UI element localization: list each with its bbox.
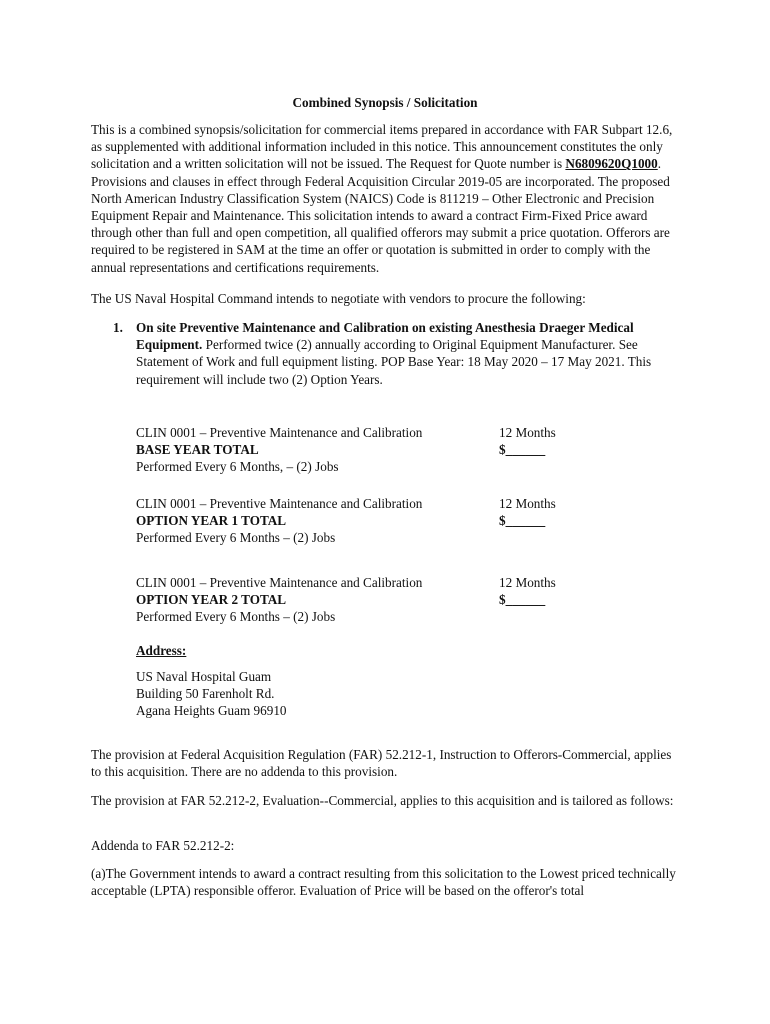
list-item-text [136, 319, 676, 388]
clin-description: CLIN 0001 – Preventive Maintenance and Calibration [136, 496, 423, 511]
clin-total-label: BASE YEAR TOTAL [136, 442, 259, 458]
list-number: 1. [113, 320, 123, 335]
clin-values-option2 [499, 574, 619, 608]
clin-block-base [136, 424, 496, 476]
intro-text-before: This is a combined synopsis/solicitation for commercial items prepared in accordance with FAR Subpart 12.6, as supplemented with additional information included in this notice. This announcement constitutes the only solicitation and a written solicitation will not be issued. The Request for Quote number is [91, 122, 673, 172]
clin-note: Performed Every 6 Months – (2) Jobs [136, 530, 336, 546]
clin-amount: $______ [499, 442, 546, 458]
negotiate-paragraph: The US Naval Hospital Command intends to negotiate with vendors to procure the following: [91, 291, 586, 306]
document-title: Combined Synopsis / Solicitation [292, 95, 478, 110]
list-item-detail: Performed twice (2) annually according to Original Equipment Manufacturer. See Statement of Work and full equipment listing. POP Base Year: 18 May 2020 – 17 May 2021. This requirement will include two (2) Option Years. [136, 337, 652, 387]
clin-note: Performed Every 6 Months, – (2) Jobs [136, 459, 339, 475]
address-line-1: US Naval Hospital Guam [136, 669, 272, 684]
rfq-number: N6809620Q1000 [565, 156, 658, 172]
provision-52-212-1: The provision at Federal Acquisition Regulation (FAR) 52.212-1, Instruction to Offerors-Commercial, applies to this acquisition. There are no addenda to this provision. [91, 747, 672, 780]
list-item-bold: On site Preventive Maintenance and Calibration on existing Anesthesia Draeger Medical Equipment. [136, 320, 634, 353]
intro-text-after: . Provisions and clauses in effect through Federal Acquisition Circular 2019-05 are incorporated. The proposed North American Industry Classification System (NAICS) Code is 811219 – Other Electronic and Precision Equipment Repair and Maintenance. This solicitation intends to award a contract Firm-Fixed Price award through other than full and open competition, all qualified offerors may submit a price quotation. Offerors are required to be registered in SAM at the time an offer or quotation is submitted in order to comply with the annual representations and certifications requirements. [91, 156, 670, 275]
clin-note: Performed Every 6 Months – (2) Jobs [136, 609, 336, 625]
clin-description: CLIN 0001 – Preventive Maintenance and Calibration [136, 575, 423, 590]
intro-paragraph [91, 121, 681, 276]
clin-total-label: OPTION YEAR 2 TOTAL [136, 592, 287, 608]
address-heading: Address: [136, 643, 187, 658]
paragraph-a: (a)The Government intends to award a contract resulting from this solicitation to the Lowest priced technically acceptable (LPTA) responsible offeror. Evaluation of Price will be based on the offeror's total [91, 866, 676, 899]
clin-amount: $______ [499, 513, 546, 529]
address-block [136, 668, 436, 720]
addenda-heading: Addenda to FAR 52.212-2: [91, 838, 235, 853]
clin-values-base [499, 424, 619, 458]
clin-total-label: OPTION YEAR 1 TOTAL [136, 513, 287, 529]
address-line-3: Agana Heights Guam 96910 [136, 703, 287, 719]
address-heading-block [136, 642, 436, 659]
clin-duration: 12 Months [499, 496, 556, 511]
clin-description: CLIN 0001 – Preventive Maintenance and Calibration [136, 425, 423, 440]
address-line-2: Building 50 Farenholt Rd. [136, 686, 275, 702]
provision-52-212-2: The provision at FAR 52.212-2, Evaluation--Commercial, applies to this acquisition and is tailored as follows: [91, 793, 674, 808]
clin-duration: 12 Months [499, 425, 556, 440]
clin-values-option1 [499, 495, 619, 529]
clin-duration: 12 Months [499, 575, 556, 590]
clin-block-option2 [136, 574, 496, 626]
clin-amount: $______ [499, 592, 546, 608]
clin-block-option1 [136, 495, 496, 547]
